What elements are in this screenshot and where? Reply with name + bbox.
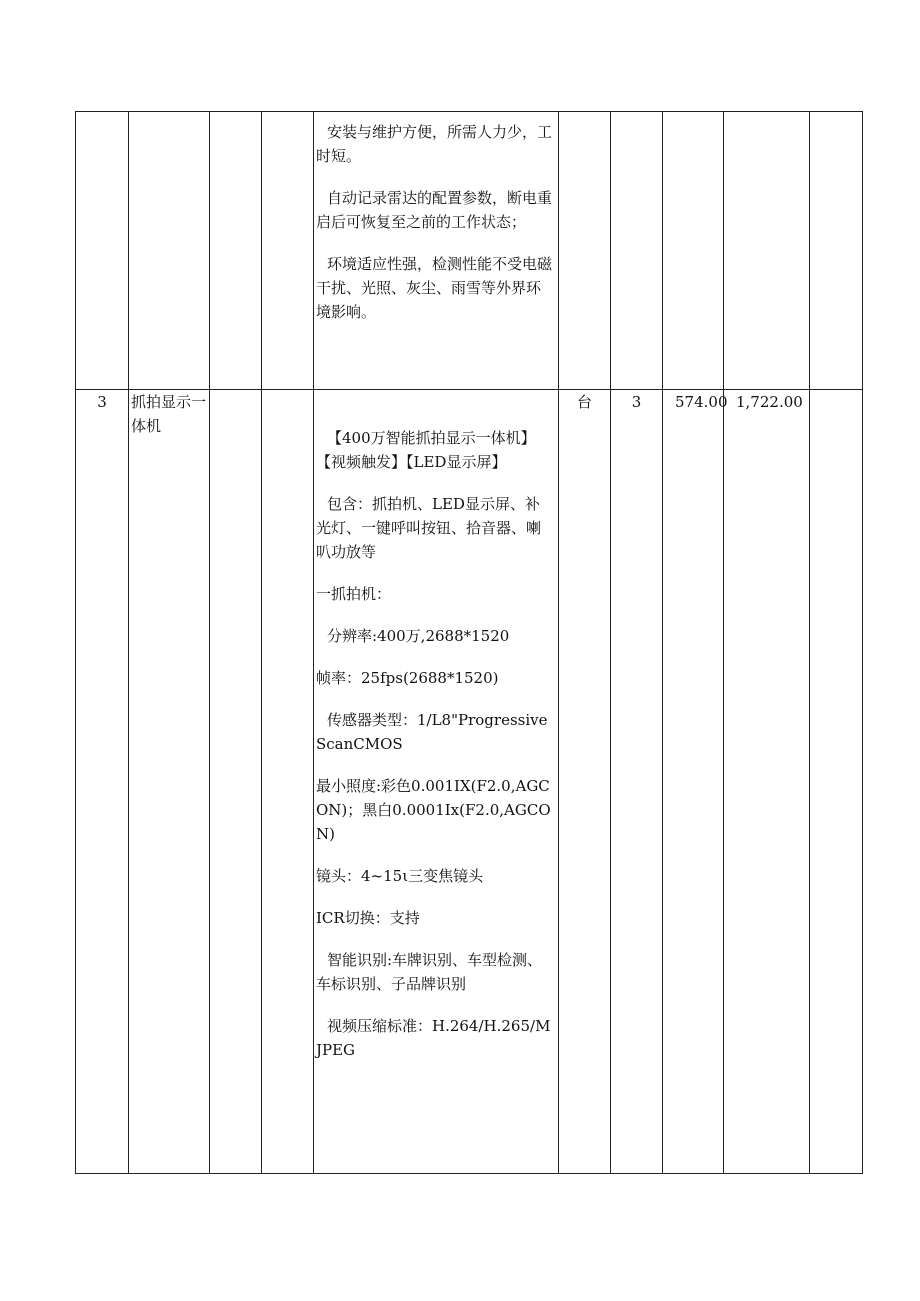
cell-unit-price: 574.00	[663, 390, 724, 1174]
cell-name: 抓拍显示一体机	[129, 390, 210, 1174]
cell-unit-price	[663, 112, 724, 390]
cell-total	[724, 112, 810, 390]
cell-unit: 台	[559, 390, 611, 1174]
cell-remark	[810, 390, 863, 1174]
desc-paragraph: 智能识别:车牌识别、车型检测、车标识别、子品牌识别	[316, 951, 543, 993]
cell-total: 1,722.00	[724, 390, 810, 1174]
cell-empty	[210, 390, 262, 1174]
table-row	[76, 112, 863, 390]
table-row	[76, 390, 863, 1174]
procurement-table	[75, 111, 863, 1174]
desc-paragraph: 分辨率:400万,2688*1520	[327, 627, 510, 645]
cell-unit	[559, 112, 611, 390]
cell-no: 3	[76, 390, 129, 1174]
cell-qty: 3	[611, 390, 663, 1174]
desc-paragraph: 【400万智能抓拍显示一体机】【视频触发】【LED显示屏】	[316, 429, 536, 471]
cell-empty	[262, 390, 314, 1174]
cell-description	[314, 390, 559, 1174]
desc-paragraph: 最小照度:彩色0.001IX(F2.0,AGCON)；黑白0.0001Ix(F2.0,AGCON)	[316, 777, 551, 843]
cell-empty	[210, 112, 262, 390]
desc-paragraph: 包含：抓拍机、LED显示屏、补光灯、一键呼叫按钮、拾音器、喇叭功放等	[316, 495, 542, 561]
cell-empty	[262, 112, 314, 390]
desc-paragraph: 自动记录雷达的配置参数，断电重启后可恢复至之前的工作状态；	[316, 189, 553, 231]
cell-remark	[810, 112, 863, 390]
desc-paragraph: 视频压缩标准：H.264/H.265/MJPEG	[316, 1017, 551, 1059]
cell-description	[314, 112, 559, 390]
desc-paragraph: 安装与维护方便，所需人力少，工时短。	[316, 123, 553, 165]
desc-paragraph: 一抓拍机：	[316, 585, 392, 603]
cell-qty	[611, 112, 663, 390]
desc-paragraph: 帧率：25fps(2688*1520)	[316, 669, 499, 687]
desc-paragraph: 传感器类型：1/L8"ProgressiveScanCMOS	[316, 711, 548, 753]
desc-paragraph: 环境适应性强，检测性能不受电磁干扰、光照、灰尘、雨雪等外界环境影响。	[316, 255, 553, 321]
cell-no	[76, 112, 129, 390]
cell-name	[129, 112, 210, 390]
desc-paragraph: ICR切换：支持	[316, 909, 420, 927]
desc-paragraph: 镜头：4~15ι三变焦镜头	[316, 867, 484, 885]
